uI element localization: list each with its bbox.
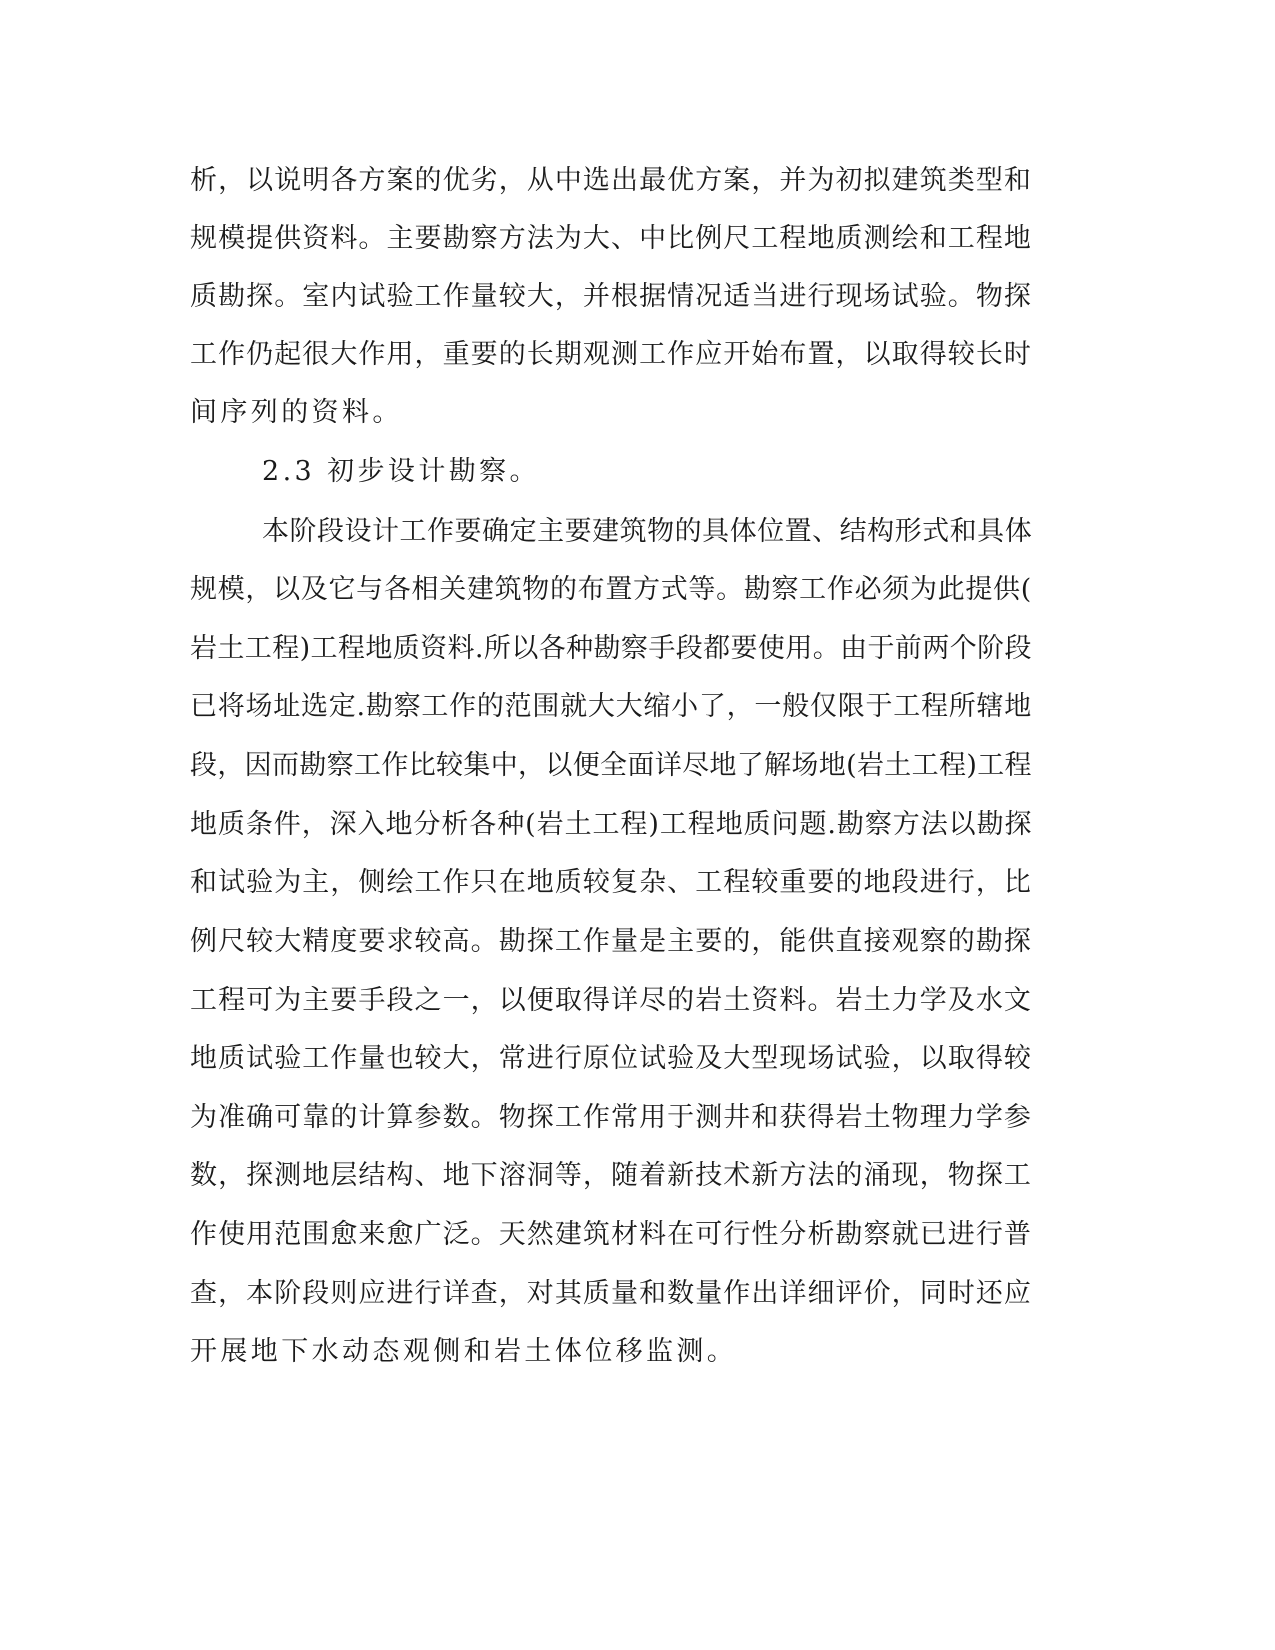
paragraph-1-line-1: 析，以说明各方案的优劣，从中选出最优方案，并为初拟建筑类型和 <box>190 165 1032 196</box>
paragraph-2-line-4: 已将场址选定.勘察工作的范围就大大缩小了，一般仅限于工程所辖地 <box>190 691 1032 722</box>
paragraph-2-line-1: 本阶段设计工作要确定主要建筑物的具体位置、结构形式和具体 <box>262 516 1033 547</box>
paragraph-2-line-5: 段，因而勘察工作比较集中，以便全面详尽地了解场地(岩土工程)工程 <box>190 750 1032 781</box>
paragraph-2-line-13: 作使用范围愈来愈广泛。天然建筑材料在可行性分析勘察就已进行普 <box>190 1219 1032 1250</box>
paragraph-2-line-3: 岩土工程)工程地质资料.所以各种勘察手段都要使用。由于前两个阶段 <box>190 633 1032 664</box>
paragraph-2-line-12: 数，探测地层结构、地下溶洞等，随着新技术新方法的涌现，物探工 <box>190 1160 1032 1191</box>
paragraph-2-line-11: 为准确可靠的计算参数。物探工作常用于测井和获得岩土物理力学参 <box>190 1102 1032 1133</box>
paragraph-2-line-6: 地质条件，深入地分析各种(岩土工程)工程地质问题.勘察方法以勘探 <box>190 809 1033 840</box>
paragraph-2-line-8: 例尺较大精度要求较高。勘探工作量是主要的，能供直接观察的勘探 <box>190 926 1032 957</box>
paragraph-1-line-4: 工作仍起很大作用，重要的长期观测工作应开始布置，以取得较长时 <box>190 339 1032 370</box>
paragraph-2-line-2: 规模，以及它与各相关建筑物的布置方式等。勘察工作必须为此提供( <box>190 574 1032 605</box>
paragraph-2-line-7: 和试验为主，侧绘工作只在地质较复杂、工程较重要的地段进行，比 <box>190 867 1032 898</box>
paragraph-1-line-5: 间序列的资料。 <box>190 397 403 428</box>
paragraph-2-line-14: 查，本阶段则应进行详查，对其质量和数量作出详细评价，同时还应 <box>190 1278 1032 1309</box>
paragraph-2-line-15: 开展地下水动态观侧和岩土体位移监测。 <box>190 1336 738 1367</box>
paragraph-1-line-2: 规模提供资料。主要勘察方法为大、中比例尺工程地质测绘和工程地 <box>190 223 1032 254</box>
paragraph-2-line-9: 工程可为主要手段之一，以便取得详尽的岩土资料。岩土力学及水文 <box>190 985 1032 1016</box>
section-heading: 2.3 初步设计勘察。 <box>262 456 540 487</box>
paragraph-2-line-10: 地质试验工作量也较大，常进行原位试验及大型现场试验，以取得较 <box>190 1043 1032 1074</box>
paragraph-1-line-3: 质勘探。室内试验工作量较大，并根据情况适当进行现场试验。物探 <box>190 281 1032 312</box>
